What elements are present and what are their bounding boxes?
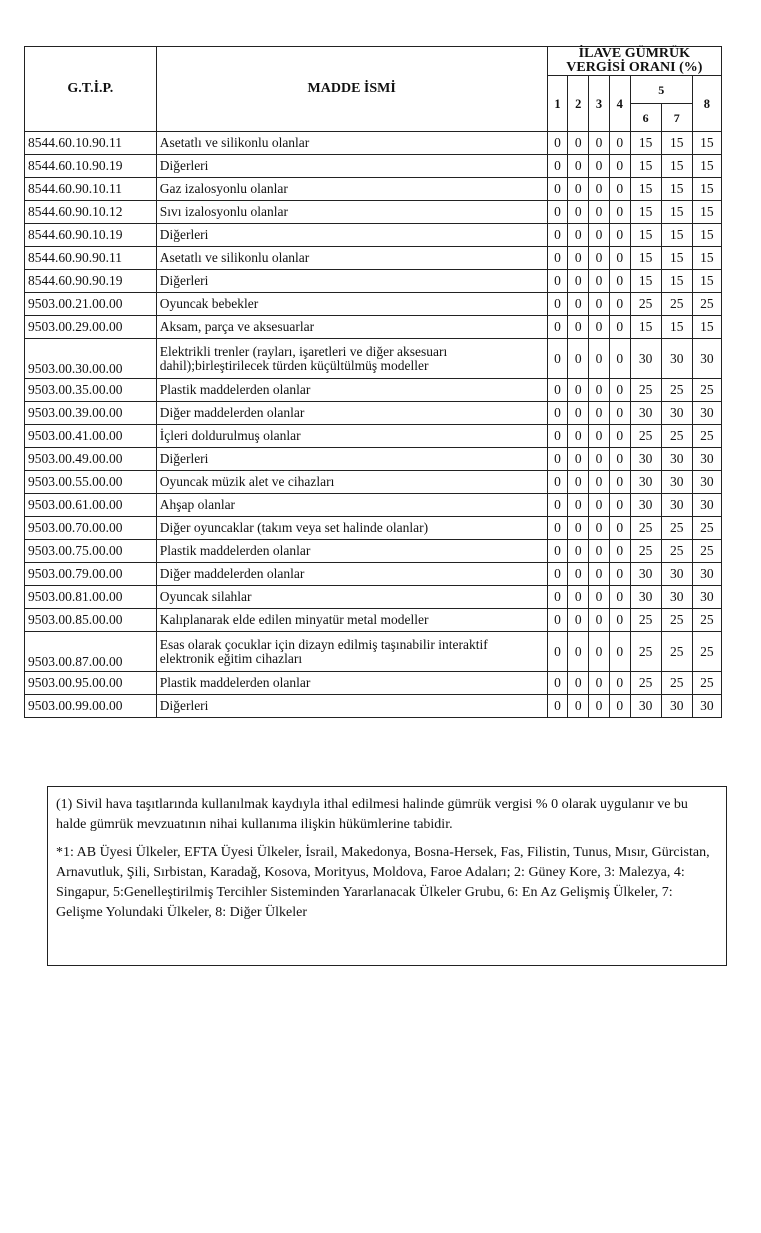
table-row — [25, 270, 722, 293]
rate-col-8: 15 — [692, 316, 721, 339]
rate-col-4: 0 — [609, 609, 630, 632]
rate-col-7: 30 — [661, 563, 692, 586]
table-row — [25, 247, 722, 270]
rate-col-6: 25 — [630, 379, 661, 402]
rate-col-6: 15 — [630, 201, 661, 224]
rate-col-4: 0 — [609, 425, 630, 448]
tariff-table — [24, 46, 722, 718]
rate-col-2: 0 — [568, 339, 589, 379]
rate-col-3: 0 — [589, 494, 610, 517]
rate-col-4: 0 — [609, 540, 630, 563]
tariff-code: 9503.00.87.00.00 — [25, 632, 157, 672]
rate-col-1: 0 — [547, 695, 568, 718]
rate-col-7: 15 — [661, 224, 692, 247]
rate-col-4: 0 — [609, 494, 630, 517]
rate-col-8: 25 — [692, 379, 721, 402]
item-name: Kalıplanarak elde edilen minyatür metal modeller — [156, 609, 547, 632]
rate-col-3: 0 — [589, 201, 610, 224]
rate-col-3: 0 — [589, 695, 610, 718]
table-row — [25, 379, 722, 402]
tariff-code: 9503.00.81.00.00 — [25, 586, 157, 609]
rate-col-2: 0 — [568, 517, 589, 540]
rate-col-4: 0 — [609, 632, 630, 672]
rate-col-4: 0 — [609, 201, 630, 224]
rate-col-1: 0 — [547, 155, 568, 178]
rate-col-1: 0 — [547, 132, 568, 155]
table-row — [25, 425, 722, 448]
header-rate-line1: İLAVE GÜMRÜK — [578, 46, 691, 61]
table-row — [25, 402, 722, 425]
rate-col-3: 0 — [589, 540, 610, 563]
rate-col-1: 0 — [547, 540, 568, 563]
rate-col-6: 25 — [630, 425, 661, 448]
rate-col-8: 25 — [692, 425, 721, 448]
rate-col-8: 15 — [692, 178, 721, 201]
rate-col-2: 0 — [568, 695, 589, 718]
rate-col-6: 15 — [630, 178, 661, 201]
table-row — [25, 224, 722, 247]
table-row — [25, 178, 722, 201]
tariff-code: 8544.60.90.90.11 — [25, 247, 157, 270]
rate-col-3: 0 — [589, 471, 610, 494]
rate-col-8: 25 — [692, 632, 721, 672]
rate-col-6: 15 — [630, 247, 661, 270]
rate-col-1: 0 — [547, 586, 568, 609]
rate-col-3: 0 — [589, 155, 610, 178]
rate-col-4: 0 — [609, 672, 630, 695]
item-name: Oyuncak bebekler — [156, 293, 547, 316]
rate-col-6: 30 — [630, 448, 661, 471]
header-rate-line2: VERGİSİ ORANI (%) — [566, 60, 703, 75]
table-row — [25, 201, 722, 224]
table-row — [25, 586, 722, 609]
table-row — [25, 563, 722, 586]
table-row — [25, 540, 722, 563]
item-name: Plastik maddelerden olanlar — [156, 672, 547, 695]
tariff-code: 9503.00.39.00.00 — [25, 402, 157, 425]
rate-col-6: 30 — [630, 339, 661, 379]
rate-col-3: 0 — [589, 402, 610, 425]
table-row — [25, 517, 722, 540]
table-row — [25, 695, 722, 718]
rate-col-8: 30 — [692, 586, 721, 609]
rate-col-6: 25 — [630, 293, 661, 316]
rate-col-2: 0 — [568, 563, 589, 586]
rate-col-1: 0 — [547, 178, 568, 201]
rate-col-1: 0 — [547, 425, 568, 448]
rate-col-2: 0 — [568, 448, 589, 471]
rate-col-7: 15 — [661, 201, 692, 224]
rate-col-7: 25 — [661, 517, 692, 540]
rate-col-8: 30 — [692, 448, 721, 471]
tariff-code: 8544.60.10.90.19 — [25, 155, 157, 178]
header-col-1: 1 — [547, 76, 568, 132]
rate-col-6: 15 — [630, 270, 661, 293]
rate-col-2: 0 — [568, 425, 589, 448]
rate-col-8: 30 — [692, 695, 721, 718]
rate-col-4: 0 — [609, 224, 630, 247]
rate-col-6: 15 — [630, 224, 661, 247]
tariff-code: 9503.00.30.00.00 — [25, 339, 157, 379]
item-name: Diğer maddelerden olanlar — [156, 402, 547, 425]
rate-col-4: 0 — [609, 563, 630, 586]
rate-col-1: 0 — [547, 563, 568, 586]
tariff-code: 9503.00.21.00.00 — [25, 293, 157, 316]
tariff-code: 8544.60.90.10.11 — [25, 178, 157, 201]
rate-col-4: 0 — [609, 379, 630, 402]
table-row — [25, 132, 722, 155]
rate-col-6: 15 — [630, 155, 661, 178]
rate-col-4: 0 — [609, 316, 630, 339]
item-name: Asetatlı ve silikonlu olanlar — [156, 132, 547, 155]
rate-col-3: 0 — [589, 379, 610, 402]
rate-col-4: 0 — [609, 132, 630, 155]
item-name: Diğerleri — [156, 155, 547, 178]
rate-col-7: 15 — [661, 155, 692, 178]
item-name: Diğerleri — [156, 224, 547, 247]
rate-col-7: 30 — [661, 339, 692, 379]
tariff-code: 9503.00.85.00.00 — [25, 609, 157, 632]
rate-col-6: 30 — [630, 494, 661, 517]
rate-col-3: 0 — [589, 178, 610, 201]
table-row — [25, 632, 722, 672]
rate-col-7: 30 — [661, 695, 692, 718]
rate-col-6: 30 — [630, 471, 661, 494]
rate-col-1: 0 — [547, 448, 568, 471]
rate-col-3: 0 — [589, 672, 610, 695]
rate-col-1: 0 — [547, 494, 568, 517]
rate-col-7: 30 — [661, 448, 692, 471]
tariff-code: 9503.00.35.00.00 — [25, 379, 157, 402]
tariff-code: 9503.00.55.00.00 — [25, 471, 157, 494]
rate-col-1: 0 — [547, 316, 568, 339]
rate-col-3: 0 — [589, 609, 610, 632]
item-name: Plastik maddelerden olanlar — [156, 540, 547, 563]
rate-col-1: 0 — [547, 339, 568, 379]
rate-col-4: 0 — [609, 339, 630, 379]
rate-col-6: 25 — [630, 517, 661, 540]
rate-col-1: 0 — [547, 517, 568, 540]
rate-col-2: 0 — [568, 609, 589, 632]
rate-col-7: 15 — [661, 132, 692, 155]
rate-col-1: 0 — [547, 609, 568, 632]
rate-col-4: 0 — [609, 155, 630, 178]
item-name: Gaz izalosyonlu olanlar — [156, 178, 547, 201]
rate-col-7: 25 — [661, 609, 692, 632]
rate-col-4: 0 — [609, 517, 630, 540]
rate-col-7: 25 — [661, 632, 692, 672]
rate-col-1: 0 — [547, 379, 568, 402]
rate-col-4: 0 — [609, 586, 630, 609]
rate-col-4: 0 — [609, 695, 630, 718]
rate-col-2: 0 — [568, 201, 589, 224]
rate-col-2: 0 — [568, 586, 589, 609]
rate-col-8: 15 — [692, 155, 721, 178]
tariff-code: 8544.60.10.90.11 — [25, 132, 157, 155]
rate-col-2: 0 — [568, 178, 589, 201]
footnotes-box — [47, 786, 727, 966]
tariff-code: 9503.00.41.00.00 — [25, 425, 157, 448]
rate-col-3: 0 — [589, 132, 610, 155]
item-name: Oyuncak müzik alet ve cihazları — [156, 471, 547, 494]
rate-col-7: 30 — [661, 402, 692, 425]
table-row — [25, 316, 722, 339]
rate-col-8: 15 — [692, 224, 721, 247]
rate-col-4: 0 — [609, 471, 630, 494]
rate-col-7: 25 — [661, 293, 692, 316]
tariff-code: 9503.00.70.00.00 — [25, 517, 157, 540]
rate-col-8: 30 — [692, 563, 721, 586]
rate-col-3: 0 — [589, 293, 610, 316]
rate-col-2: 0 — [568, 494, 589, 517]
footnote-1: (1) Sivil hava taşıtlarında kullanılmak kaydıyla ithal edilmesi halinde gümrük vergisi % 0 olarak uygulanır ve bu halde gümrük mevzuatının nihai kullanıma ilişkin hükümlerine tabidir. — [56, 797, 688, 832]
rate-col-6: 15 — [630, 132, 661, 155]
table-row — [25, 448, 722, 471]
rate-col-2: 0 — [568, 632, 589, 672]
item-name: Diğerleri — [156, 448, 547, 471]
rate-col-2: 0 — [568, 471, 589, 494]
table-row — [25, 609, 722, 632]
rate-col-1: 0 — [547, 672, 568, 695]
item-name: Diğer maddelerden olanlar — [156, 563, 547, 586]
item-name: Esas olarak çocuklar için dizayn edilmiş taşınabilir interaktif elektronik eğitim cihazları — [156, 632, 547, 672]
item-name: Diğer oyuncaklar (takım veya set halinde olanlar) — [156, 517, 547, 540]
rate-col-4: 0 — [609, 270, 630, 293]
rate-col-2: 0 — [568, 379, 589, 402]
rate-col-2: 0 — [568, 293, 589, 316]
rate-col-6: 30 — [630, 586, 661, 609]
rate-col-1: 0 — [547, 471, 568, 494]
rate-col-8: 30 — [692, 339, 721, 379]
header-col-5: 5 — [630, 76, 692, 104]
table-row — [25, 293, 722, 316]
tariff-code: 9503.00.29.00.00 — [25, 316, 157, 339]
header-col-3: 3 — [589, 76, 610, 132]
table-row — [25, 672, 722, 695]
rate-col-3: 0 — [589, 586, 610, 609]
rate-col-2: 0 — [568, 270, 589, 293]
rate-col-3: 0 — [589, 316, 610, 339]
rate-col-3: 0 — [589, 224, 610, 247]
rate-col-4: 0 — [609, 247, 630, 270]
header-item-name: MADDE İSMİ — [156, 47, 547, 132]
rate-col-7: 30 — [661, 494, 692, 517]
header-col-2: 2 — [568, 76, 589, 132]
rate-col-4: 0 — [609, 178, 630, 201]
tariff-code: 9503.00.75.00.00 — [25, 540, 157, 563]
item-name: Elektrikli trenler (rayları, işaretleri ve diğer aksesuarı dahil);birleştirilecek türden küçültülmüş modeller — [156, 339, 547, 379]
tariff-code: 9503.00.61.00.00 — [25, 494, 157, 517]
rate-col-6: 30 — [630, 563, 661, 586]
rate-col-1: 0 — [547, 247, 568, 270]
rate-col-8: 30 — [692, 402, 721, 425]
rate-col-4: 0 — [609, 402, 630, 425]
tariff-code: 9503.00.79.00.00 — [25, 563, 157, 586]
rate-col-6: 25 — [630, 672, 661, 695]
rate-col-1: 0 — [547, 632, 568, 672]
item-name: Diğerleri — [156, 270, 547, 293]
header-col-4: 4 — [609, 76, 630, 132]
rate-col-3: 0 — [589, 425, 610, 448]
rate-col-2: 0 — [568, 316, 589, 339]
rate-col-7: 15 — [661, 178, 692, 201]
table-row — [25, 339, 722, 379]
rate-col-7: 25 — [661, 540, 692, 563]
rate-col-1: 0 — [547, 224, 568, 247]
rate-col-7: 25 — [661, 672, 692, 695]
rate-col-3: 0 — [589, 632, 610, 672]
rate-col-4: 0 — [609, 448, 630, 471]
header-col-7: 7 — [661, 104, 692, 132]
rate-col-2: 0 — [568, 672, 589, 695]
rate-col-7: 30 — [661, 586, 692, 609]
header-code: G.T.İ.P. — [25, 47, 157, 132]
rate-col-6: 30 — [630, 402, 661, 425]
rate-col-1: 0 — [547, 201, 568, 224]
rate-col-1: 0 — [547, 402, 568, 425]
footnote-country-groups: *1: AB Üyesi Ülkeler, EFTA Üyesi Ülkeler, İsrail, Makedonya, Bosna-Hersek, Fas, Filistin, Tunus, Mısır, Gürcistan, Arnavutluk, Şili, Sırbistan, Karadağ, Kosova, Morityus, Moldova, Faroe Adaları; 2: Güney Kore, 3: Malezya, 4: Singapur, 5:Genelleştirilmiş Tercihler Sisteminden Yararlanacak Ülkeler Grubu, 6: En Az Gelişmiş Ülkeler, 7: Gelişme Yolundaki Ülkeler, 8: Diğer Ülkeler — [56, 845, 710, 920]
tariff-code: 9503.00.49.00.00 — [25, 448, 157, 471]
rate-col-7: 30 — [661, 471, 692, 494]
item-name: Sıvı izalosyonlu olanlar — [156, 201, 547, 224]
rate-col-8: 30 — [692, 471, 721, 494]
rate-col-8: 25 — [692, 293, 721, 316]
table-row — [25, 494, 722, 517]
rate-col-6: 15 — [630, 316, 661, 339]
rate-col-8: 25 — [692, 672, 721, 695]
rate-col-7: 15 — [661, 247, 692, 270]
item-name: Aksam, parça ve aksesuarlar — [156, 316, 547, 339]
rate-col-8: 15 — [692, 247, 721, 270]
rate-col-8: 25 — [692, 540, 721, 563]
rate-col-7: 25 — [661, 379, 692, 402]
tariff-code: 8544.60.90.10.19 — [25, 224, 157, 247]
table-row — [25, 471, 722, 494]
item-name: Ahşap olanlar — [156, 494, 547, 517]
item-name: Asetatlı ve silikonlu olanlar — [156, 247, 547, 270]
item-name: Oyuncak silahlar — [156, 586, 547, 609]
tariff-code: 9503.00.95.00.00 — [25, 672, 157, 695]
rate-col-6: 25 — [630, 609, 661, 632]
item-name: Diğerleri — [156, 695, 547, 718]
rate-col-8: 15 — [692, 270, 721, 293]
header-additional-duty-rate — [547, 47, 721, 76]
rate-col-3: 0 — [589, 563, 610, 586]
rate-col-2: 0 — [568, 132, 589, 155]
tariff-code: 8544.60.90.10.12 — [25, 201, 157, 224]
rate-col-8: 30 — [692, 494, 721, 517]
rate-col-7: 15 — [661, 270, 692, 293]
rate-col-7: 25 — [661, 425, 692, 448]
rate-col-8: 25 — [692, 517, 721, 540]
item-name: Plastik maddelerden olanlar — [156, 379, 547, 402]
rate-col-8: 25 — [692, 609, 721, 632]
rate-col-6: 30 — [630, 695, 661, 718]
rate-col-3: 0 — [589, 339, 610, 379]
table-row — [25, 155, 722, 178]
rate-col-2: 0 — [568, 540, 589, 563]
rate-col-3: 0 — [589, 270, 610, 293]
rate-col-1: 0 — [547, 293, 568, 316]
rate-col-6: 25 — [630, 632, 661, 672]
tariff-code: 8544.60.90.90.19 — [25, 270, 157, 293]
rate-col-6: 25 — [630, 540, 661, 563]
rate-col-3: 0 — [589, 517, 610, 540]
rate-col-8: 15 — [692, 132, 721, 155]
rate-col-2: 0 — [568, 224, 589, 247]
rate-col-1: 0 — [547, 270, 568, 293]
rate-col-2: 0 — [568, 402, 589, 425]
rate-col-8: 15 — [692, 201, 721, 224]
header-col-6: 6 — [630, 104, 661, 132]
rate-col-3: 0 — [589, 247, 610, 270]
rate-col-3: 0 — [589, 448, 610, 471]
item-name: İçleri doldurulmuş olanlar — [156, 425, 547, 448]
rate-col-7: 15 — [661, 316, 692, 339]
rate-col-4: 0 — [609, 293, 630, 316]
rate-col-2: 0 — [568, 155, 589, 178]
header-col-8: 8 — [692, 76, 721, 132]
rate-col-2: 0 — [568, 247, 589, 270]
tariff-code: 9503.00.99.00.00 — [25, 695, 157, 718]
